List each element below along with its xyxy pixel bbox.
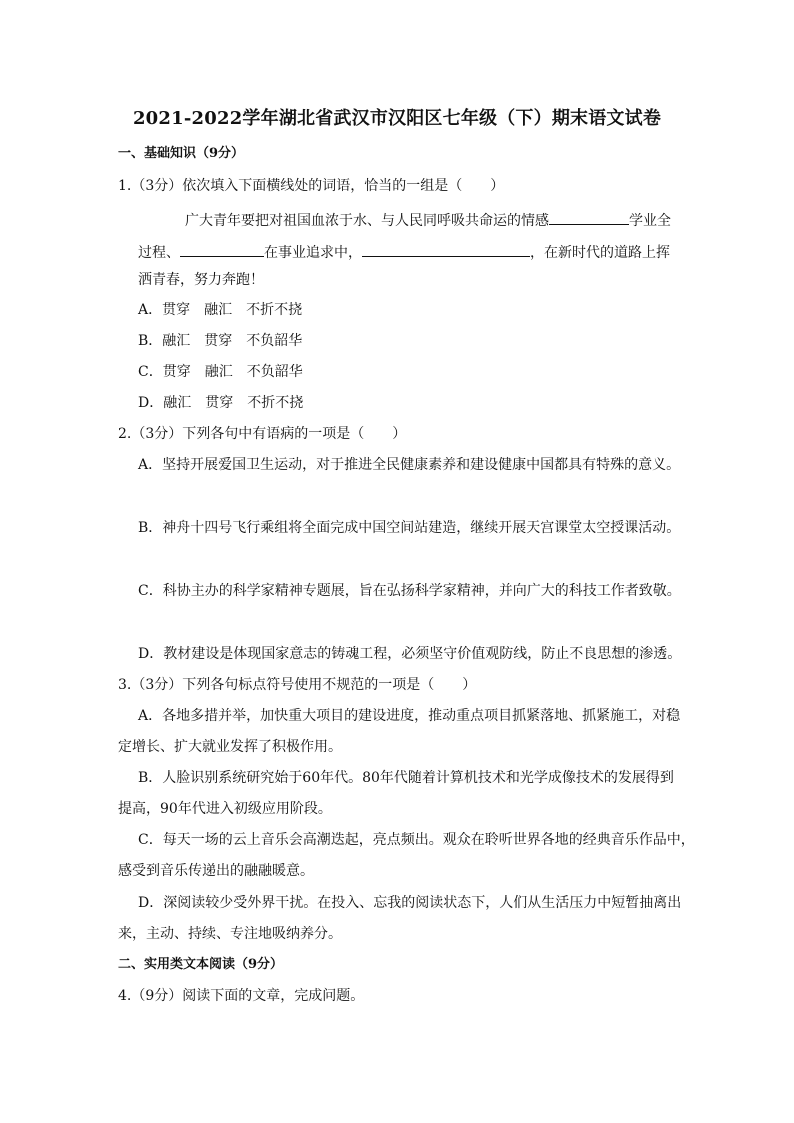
- question-1-passage-line-2: [138, 240, 670, 263]
- option-word: 贯穿: [162, 364, 191, 380]
- question-1-passage-line-3: 洒青春，努力奔跑！: [138, 272, 264, 288]
- question-1-option-d: [138, 393, 303, 413]
- passage-text: 学业全: [629, 213, 671, 229]
- passage-text: 广大青年要把对祖国血浓于水、与人民同呼吸共命运的情感: [185, 213, 549, 229]
- question-3-stem: 3.（3分）下列各句标点符号使用不规范的一项是（ ）: [118, 677, 477, 693]
- option-letter: B．: [138, 333, 163, 349]
- option-word: 不负韶华: [246, 364, 303, 380]
- question-2-option-b: B．神舟十四号飞行乘组将全面完成中国空间站建造，继续开展天宫课堂太空授课活动。: [138, 520, 681, 536]
- option-letter: A．: [138, 302, 163, 318]
- option-letter: D．: [138, 395, 164, 411]
- option-word: 融汇: [204, 302, 233, 318]
- exam-title: 2021-2022学年湖北省武汉市汉阳区七年级（下）期末语文试卷: [132, 108, 662, 129]
- option-word: 融汇: [163, 395, 192, 411]
- question-3-option-b-line-1: B．人脸识别系统研究始于60年代。80年代随着计算机技术和光学成像技术的发展得到: [138, 770, 674, 786]
- question-3-option-d-line-1: D．深阅读较少受外界干扰。在投入、忘我的阅读状态下，人们从生活压力中短暂抽离出: [138, 895, 682, 911]
- passage-text: ，在新时代的道路上挥: [530, 245, 670, 261]
- option-word: 不折不挠: [246, 302, 303, 318]
- fill-blank-1: [549, 208, 629, 225]
- option-letter: C．: [138, 364, 163, 380]
- passage-text: 过程、: [138, 245, 180, 261]
- question-1-stem: 1.（3分）依次填入下面横线处的词语，恰当的一组是（ ）: [118, 178, 505, 194]
- option-word: 不负韶华: [246, 333, 303, 349]
- question-3-option-c-line-1: C．每天一场的云上音乐会高潮迭起，亮点频出。观众在聆听世界各地的经典音乐作品中，: [138, 832, 695, 848]
- question-3-option-c-line-2: 感受到音乐传递出的融融暖意。: [118, 863, 314, 879]
- question-1-option-c: [138, 362, 303, 382]
- question-1-option-a: [138, 300, 302, 320]
- section-heading-basic: 一、基础知识（9分）: [118, 146, 245, 161]
- option-word: 融汇: [204, 364, 233, 380]
- question-2-option-a: A．坚持开展爱国卫生运动，对于推进全民健康素养和建设健康中国都具有特殊的意义。: [138, 457, 681, 473]
- fill-blank-3: [362, 240, 530, 257]
- question-1-option-b: [138, 331, 302, 351]
- question-1-passage-line-1: [185, 208, 671, 231]
- option-word: 贯穿: [205, 395, 234, 411]
- question-2-option-d: D．教材建设是体现国家意志的铸魂工程，必须坚守价值观防线，防止不良思想的渗透。: [138, 646, 682, 662]
- option-word: 贯穿: [162, 302, 191, 318]
- section-heading-practical-reading: 二、实用类文本阅读（9分）: [118, 957, 284, 972]
- question-3-option-b-line-2: 提高，90年代进入初级应用阶段。: [118, 801, 332, 817]
- fill-blank-2: [180, 240, 264, 257]
- option-word: 不折不挠: [247, 395, 304, 411]
- question-3-option-a-line-2: 定增长、扩大就业发挥了积极作用。: [118, 739, 342, 755]
- passage-text: 在事业追求中，: [264, 245, 362, 261]
- question-2-stem: 2.（3分）下列各句中有语病的一项是（ ）: [118, 426, 407, 442]
- option-word: 融汇: [162, 333, 191, 349]
- question-4-stem: 4.（9分）阅读下面的文章，完成问题。: [118, 988, 365, 1004]
- option-word: 贯穿: [204, 333, 233, 349]
- question-3-option-d-line-2: 来，主动、持续、专注地吸纳养分。: [118, 926, 342, 942]
- question-3-option-a-line-1: A．各地多措并举，加快重大项目的建设进度，推动重点项目抓紧落地、抓紧施工，对稳: [138, 708, 681, 724]
- question-2-option-c: C．科协主办的科学家精神专题展，旨在弘扬科学家精神，并向广大的科技工作者致敬。: [138, 583, 681, 599]
